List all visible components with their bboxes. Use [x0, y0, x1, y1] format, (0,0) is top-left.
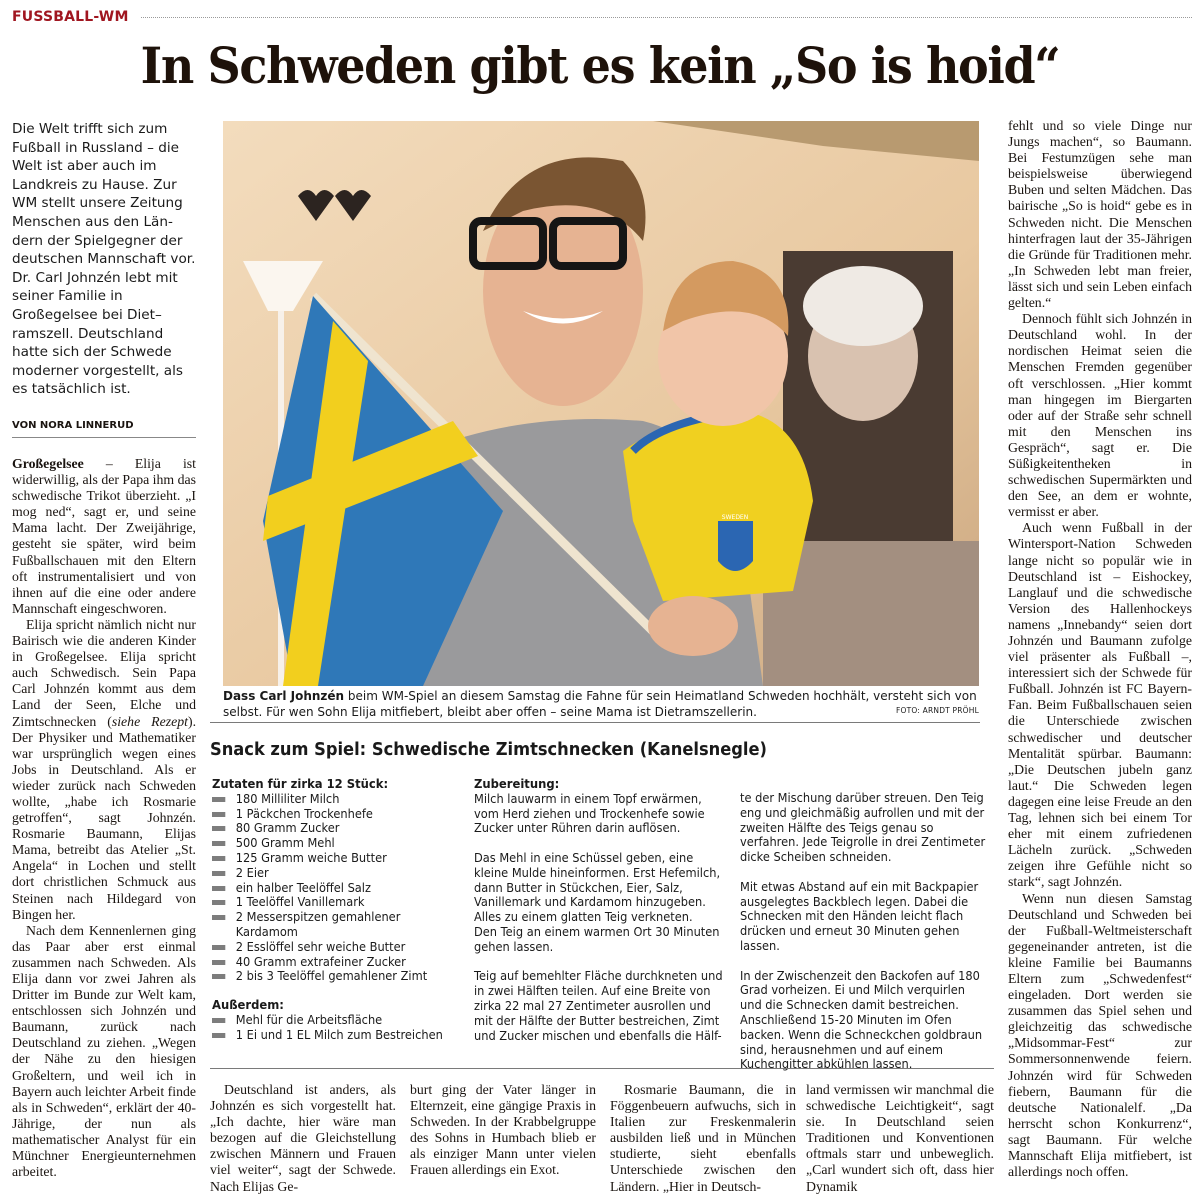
bullet-icon: [212, 974, 225, 979]
article-photo: [223, 121, 979, 686]
photo-caption: [223, 688, 979, 720]
paragraph: Elija spricht nämlich nicht nur Bairisch wie die anderen Kinder in Großegelsee. Elija spricht auch Schwedisch. Sein Papa Carl Johnzén kommt aus dem Land der Seen, Elche und Zimtschnecken (siehe Rezept). Der Physiker und Mathematiker war ursprünglich wegen eines Jobs in Deutschland. Als er wieder zurück nach Schweden wollte, „habe ich Rosmarie getroffen“, sagt Johnzén. Rosmarie Baumann, Elijas Mama, betreibt das Atelier „St. Angela“ in Lochen und stellt dort christlichen Schmuck aus Steinen nach Hildegard von Bingen her.: [12, 616, 197, 922]
article-column-bottom-4: land vermissen wir manchmal die schwedische Leichtigkeit“, sagt sie. In Deutschland seien Traditionen und Konventionen oftmals starr und unbeweglich. „Carl wundert sich oft, dass hier Dynamik: [806, 1082, 994, 1194]
ingredient-item: 2 bis 3 Teelöffel gemahlener Zimt: [212, 969, 461, 984]
jersey-badge: [718, 521, 753, 571]
ingredient-item: 2 Eier: [212, 866, 461, 881]
caption-text: beim WM-Spiel an diesem Samstag die Fahne für sein Heimatland Schweden hochhält, versteht sich von selbst. Für wen Sohn Elija mitfiebert, bleibt aber offen – seine Mama ist Dietramszellerin.: [223, 689, 977, 720]
paragraph: Großegelsee – Elija ist widerwillig, als der Papa ihm das schwedische Trikot überzieht. „I mog ned“, sagt er, und seine Mama lacht. Der Zweijährige, gesteht sie später, wird beim Fußballschauen mit den Eltern oft instrumentalisiert und von ihnen auf die eine oder andere Mannschaft eingeschworen.: [12, 456, 196, 616]
extra-item: 1 Ei und 1 EL Milch zum Bestreichen: [212, 1028, 461, 1043]
ingredient-item: 1 Päckchen Trockenhefe: [212, 807, 461, 822]
ingredient-item: 180 Milliliter Milch: [212, 792, 461, 807]
bullet-icon: [212, 960, 225, 965]
ingredient-item: 80 Gramm Zucker: [212, 821, 461, 836]
preparation-step: Milch lauwarm in einem Topf erwärmen, vom Herd ziehen und Trockenhefe sowie Zucker unter Rühren darin auflösen.: [474, 791, 705, 836]
preparation-step: te der Mischung darüber streuen. Den Teig eng und gleichmäßig aufrollen und mit der zweiten Hälfte des Teigs genau so verfahren. Jede Teigrolle in drei Zentimeter dicke Scheiben schneiden.: [740, 791, 986, 865]
bullet-icon: [212, 797, 225, 802]
dotted-divider: [141, 17, 1192, 18]
paragraph: Auch wenn Fußball in der Wintersport-Nation Schweden lange nicht so populär wie in Deutschland ist – Eishockey, Langlauf und die schwedische Version des Hallenhockeys namens „Innebandy“ seien dort Johnzén und Baumann zufolge viel präsenter als Fußball –, interessiert sich der Schwede für Fußball. Johnzén ist FC Bayern-Fan. Beim Fußballschauen seien die Unterschiede zwischen schwedischer und deutscher Mentalität spürbar. Baumann: „Die Deutschen jubeln ganz laut.“ Die Schweden legen dagegen eine leise Freude an den Tag, lehnen sich bei einem Tor eher mit einem zufriedenen Lächeln zurück. „Schweden zeigen ihre Gefühle nicht so stark“, sagt Johnzén.: [1008, 520, 1192, 890]
recipe-title: Snack zum Spiel: Schwedische Zimtschnecken (Kanelsnegle): [210, 740, 767, 760]
ingredients-list: [212, 792, 461, 984]
article-column-left: [12, 456, 196, 1180]
article-intro: Die Welt trifft sich zum Fußball in Russland – die Welt ist aber auch im Landkreis zu Hause. Zur WM stellt unsere Zeitung Menschen aus den Län-dern der Spielgegner der deutschen Mannschaft vor. Dr. Carl Johnzén lebt mit seiner Familie in Großegelsee bei Diet–ramszell. Deutschland hatte sich der Schwede moderner vorgestellt, als es tatsächlich ist.: [12, 121, 196, 398]
jersey-badge-text: SWEDEN: [721, 514, 749, 521]
preparation-step: Teig auf bemehlter Fläche durchkneten und in zwei Hälften teilen. Auf eine Breite von zirka 22 mal 27 Zentimeter ausrollen und mit der Hälfte der Butter bestreichen, Zimt und Zucker mischen und ebenfalls die Hälf-: [474, 969, 723, 1043]
poster-baby-hat: [803, 266, 923, 346]
article-column-bottom-1: Deutschland ist anders, als Johnzén es sich vorgestellt hat. „Ich dachte, hier wäre man bezogen auf die Gleichstellung zwischen Männern und Frauen viel weiter“, sagt der Schwede. Nach Elijas Ge-: [210, 1082, 396, 1194]
divider-rule: [210, 722, 980, 723]
ingredient-item: 125 Gramm weiche Butter: [212, 851, 461, 866]
man-hand: [648, 596, 738, 656]
paragraph: Dennoch fühlt sich Johnzén in Deutschland wohl. In der nordischen Heimat seien die Menschen Fremden gegenüber oft verschlossen. „Hier kommt man hingegen im Biergarten oder auf der Straße sehr schnell mit den Menschen ins Gespräch“, sagt er. Die Süßigkeitentheken in schwedischen Supermärkten und den See, an dem er wohnte, vermisst er aber.: [1008, 311, 1192, 520]
preparation-step: Mit etwas Abstand auf ein mit Backpapier ausgelegtes Backblech legen. Dabei die Schnecken mit den Händen leicht flach drücken und erneut 30 Minuten gehen lassen.: [740, 879, 979, 953]
recipe-preparation: [474, 777, 723, 1058]
bullet-icon: [212, 886, 225, 891]
ingredient-item: 1 Teelöffel Vanillemark: [212, 895, 461, 910]
article-column-bottom-2: burt ging der Vater länger in Elternzeit, eine gängige Praxis in Schweden. In der Krabbelgruppe des Sohns in Humbach blieb er als einziger Mann unter vielen Frauen allerdings ein Exot.: [410, 1082, 596, 1178]
bullet-icon: [212, 945, 225, 950]
photo-illustration: [223, 121, 979, 686]
paragraph: Wenn nun diesen Samstag Deutschland und Schweden bei der Fußball-Weltmeisterschaft gegeneinander antreten, ist die kleine Familie bei Baumanns Eltern zum „Schwedenfest“ eingeladen. Dort werden sie zusammen das Spiel sehen und gleichzeitig das schwedische „Midsommar-Fest“ zur Sommersonnenwende feiern. Johnzén wird für Schweden fiebern, Baumann für die deutsche Nationalelf. „Da herrscht schon Konkurrenz“, sagt Baumann. Für welche Mannschaft Elija mitfiebert, ist allerdings noch offen.: [1008, 890, 1192, 1180]
section-kicker: FUSSBALL-WM: [12, 9, 129, 25]
bullet-icon: [212, 900, 225, 905]
dateline: Großegelsee: [12, 456, 84, 471]
recipe-reference: siehe Rezept: [111, 713, 188, 729]
caption-lead: Dass Carl Johnzén: [223, 689, 345, 703]
extras-list: [212, 1013, 461, 1043]
article-column-bottom-3: Rosmarie Baumann, die in Föggenbeuern aufwuchs, sich in Italien zur Freskenmalerin ausbilden ließ und in München studierte, sieht ebenfalls Unterschiede zwischen den Ländern. „Hier in Deutsch-: [610, 1082, 796, 1194]
bullet-icon: [212, 871, 225, 876]
bullet-icon: [212, 1018, 225, 1023]
ingredient-item: ein halber Teelöffel Salz: [212, 881, 461, 896]
extra-item: Mehl für die Arbeitsfläche: [212, 1013, 461, 1028]
bullet-icon: [212, 841, 225, 846]
bullet-icon: [212, 826, 225, 831]
preparation-step: Den Teig an einem warmen Ort 30 Minuten gehen lassen.: [474, 924, 720, 954]
ingredient-item: 2 Messerspitzen gemahlener Kardamom: [212, 910, 412, 940]
ingredient-item: 2 Esslöffel sehr weiche Butter: [212, 940, 461, 955]
byline: VON NORA LINNERUD: [12, 420, 196, 438]
article-headline: In Schweden gibt es kein „So is hoid“: [140, 36, 1060, 95]
bullet-icon: [212, 915, 225, 920]
preparation-step: In der Zwischenzeit den Backofen auf 180 Grad vorheizen. Ei und Milch verquirlen und die Schnecken damit bestreichen. Anschließend 15-20 Minuten im Ofen backen. Wenn die Schneckchen goldbraun sind, herausnehmen und auf einem Kuchengitter abkühlen lassen.: [740, 968, 983, 1072]
recipe-ingredients: [212, 777, 461, 1043]
paragraph: Nach dem Kennenlernen ging das Paar aber erst einmal zusammen nach Schweden. Als Elija dann vor zwei Jahren als Dritter im Bunde zur Welt kam, entschlossen sich Johnzén und Baumann, zurück nach Deutschland zu ziehen. „Wegen der Nähe zu den hiesigen Großeltern, und weil ich in Bayern auch leichter Arbeit finde als in Schweden“, erklärt der 40-Jährige, der nun als mathematischer Analyst für ein Münchner Energieunternehmen arbeitet.: [12, 922, 196, 1180]
bullet-icon: [212, 856, 225, 861]
photo-credit: FOTO: ARNDT PRÖHL: [895, 706, 979, 716]
ingredient-item: 500 Gramm Mehl: [212, 836, 461, 851]
preparation-heading: Zubereitung:: [474, 777, 560, 791]
ingredients-heading: Zutaten für zirka 12 Stück:: [212, 777, 389, 791]
bullet-icon: [212, 812, 225, 817]
article-column-right: [1008, 118, 1192, 1180]
section-header: [12, 6, 1192, 28]
preparation-step: Das Mehl in eine Schüssel geben, eine kleine Mulde hineinformen. Erst Hefemilch, dann Butter in Stückchen, Eier, Salz, Vanillemark und Kardamom hinzugeben. Alles zu einem glatten Teig verkneten.: [474, 850, 721, 925]
extras-heading: Außerdem:: [212, 998, 284, 1013]
ingredient-item: 40 Gramm extrafeiner Zucker: [212, 955, 461, 970]
divider-rule: [210, 1068, 994, 1069]
bullet-icon: [212, 1033, 225, 1038]
recipe-preparation-continued: [740, 791, 989, 1087]
paragraph: fehlt und so viele Dinge nur Jungs machen“, so Baumann. Bei Festumzügen sehe man beispielsweise überwiegend Buben und selten Mädchen. Das bairische „So is hoid“ gebe es in Schweden nicht. Die Menschen hinterfragen laut der 35-Jährigen die Gründe für Traditionen mehr. „In Schweden lebt man freier, lässt sich und sein Leben einfach gelten.“: [1008, 118, 1192, 311]
